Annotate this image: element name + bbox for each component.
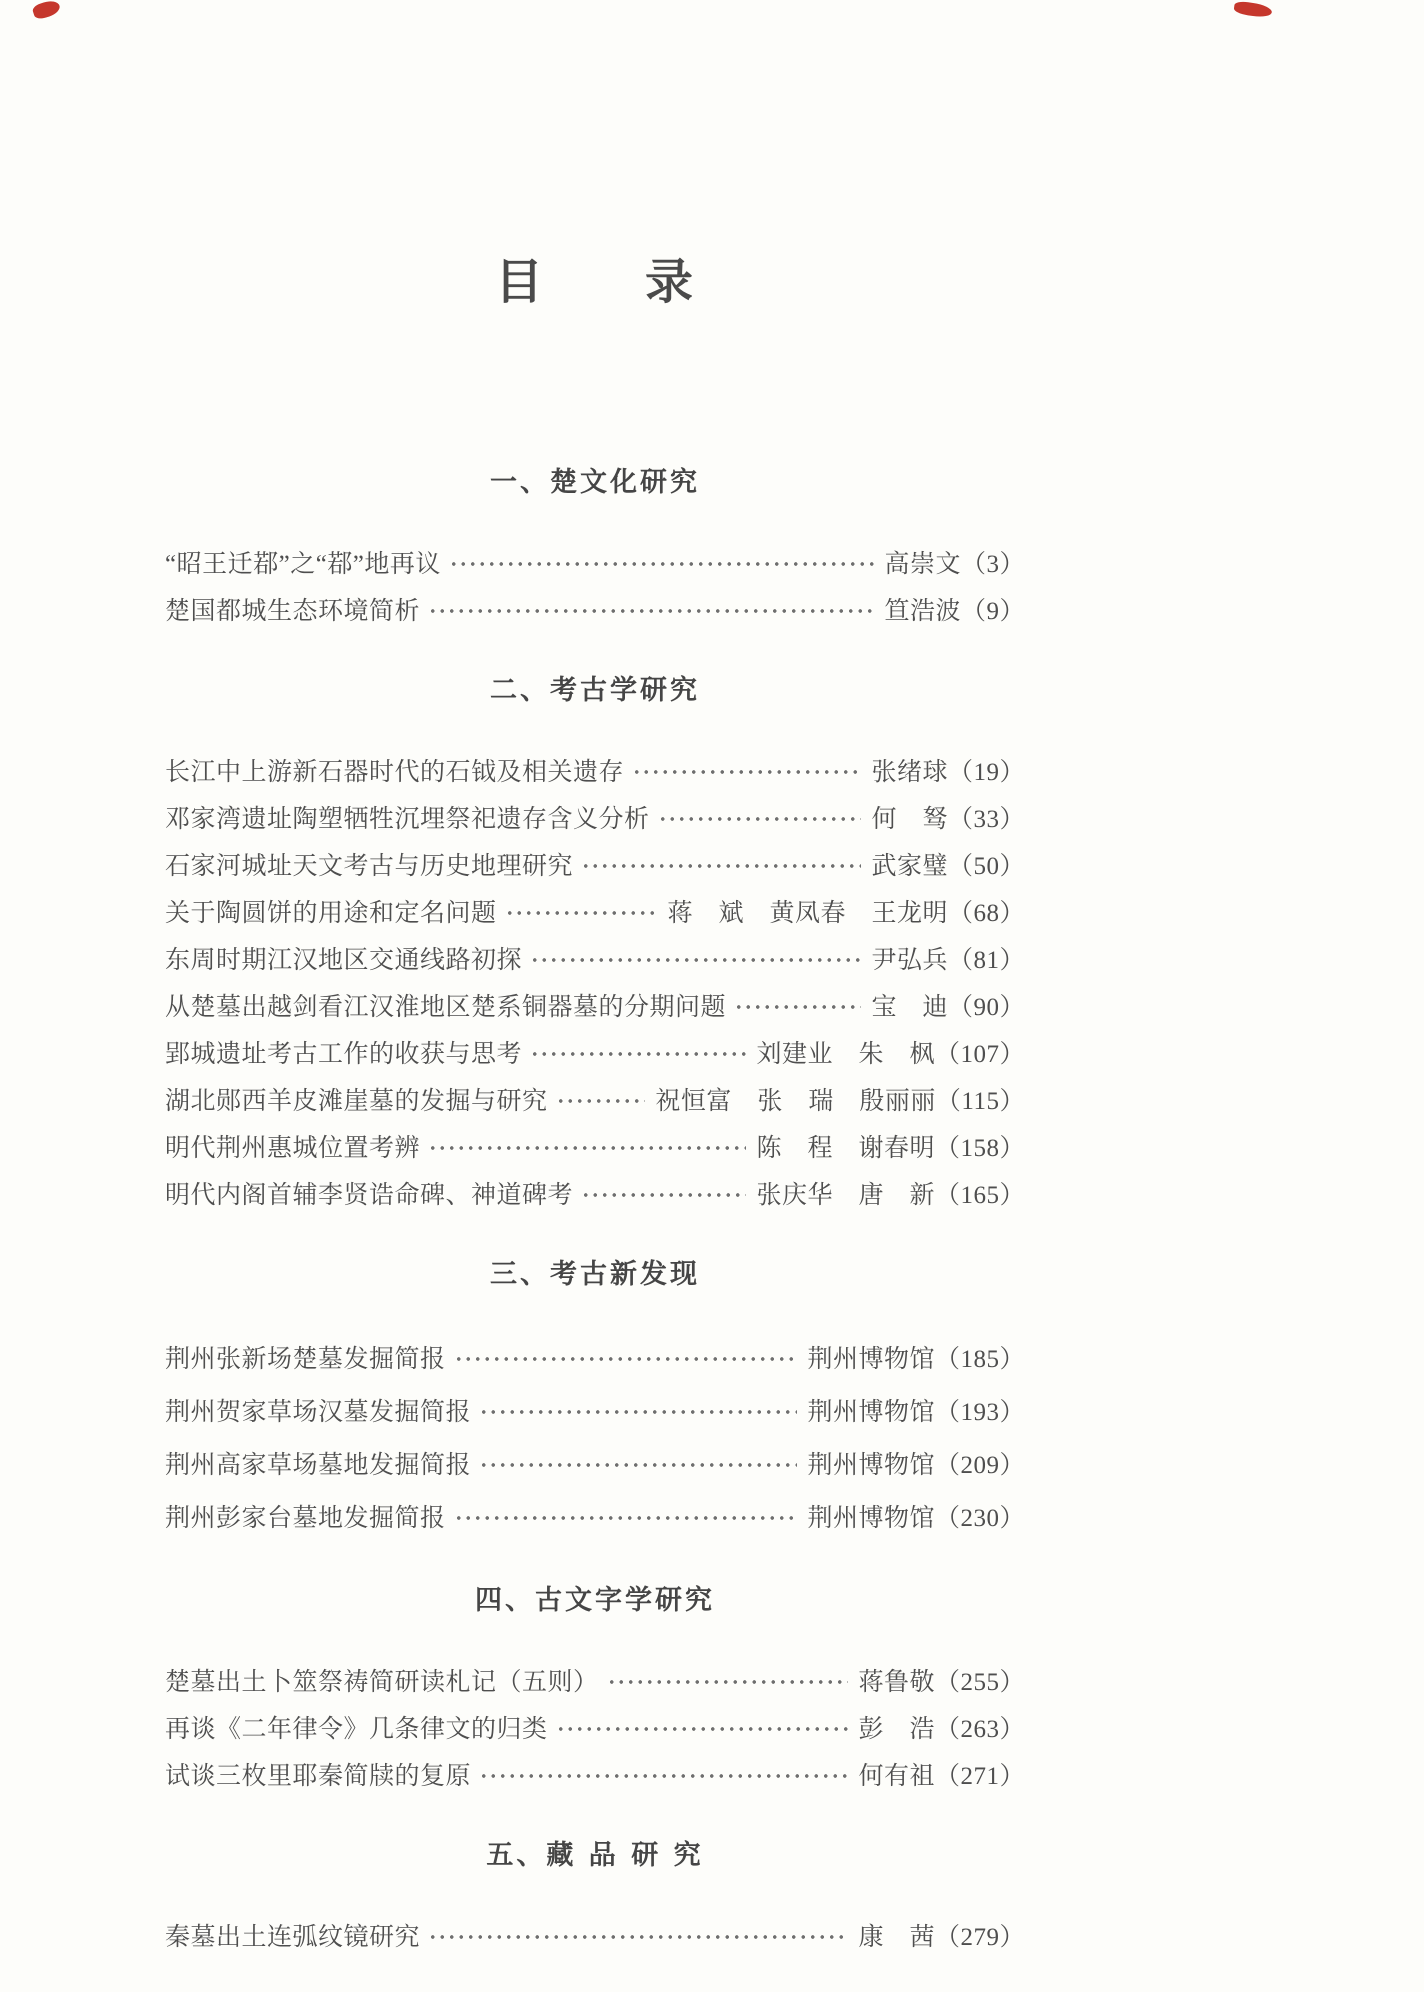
entry-authors: 何 驽 bbox=[871, 805, 948, 833]
dot-leader bbox=[530, 1028, 746, 1075]
entry-authors: 陈 程 谢春明 bbox=[756, 1134, 935, 1162]
toc-entry bbox=[165, 1330, 1025, 1383]
toc-entry bbox=[165, 887, 1025, 934]
toc-entry bbox=[165, 1028, 1025, 1075]
entry-page-number: （158） bbox=[934, 1134, 1025, 1162]
toc-entry bbox=[165, 1656, 1025, 1703]
dot-leader bbox=[479, 1383, 797, 1436]
entry-authors: 宝 迪 bbox=[871, 993, 948, 1021]
dot-leader bbox=[454, 1330, 798, 1383]
dot-leader bbox=[428, 1122, 746, 1169]
section-heading: 四、古文字学研究 bbox=[475, 1585, 715, 1616]
entry-title: 荆州张新场楚墓发掘简报 bbox=[165, 1345, 446, 1373]
entry-page-number: （255） bbox=[934, 1668, 1025, 1696]
entry-page-number: （107） bbox=[934, 1040, 1025, 1068]
entry-authors: 蒋鲁敬 bbox=[858, 1668, 935, 1696]
entry-page-number: （209） bbox=[934, 1451, 1025, 1479]
entry-page-number: （193） bbox=[934, 1398, 1025, 1426]
section-heading: 三、考古新发现 bbox=[490, 1259, 700, 1290]
toc-entry bbox=[165, 1383, 1025, 1436]
toc-entry bbox=[165, 585, 1025, 632]
entry-page-number: （9） bbox=[960, 597, 1025, 625]
entry-page-number: （185） bbox=[934, 1345, 1025, 1373]
entry-title: “昭王迁鄀”之“鄀”地再议 bbox=[165, 550, 441, 578]
entry-title: 关于陶圆饼的用途和定名问题 bbox=[165, 899, 497, 927]
entry-authors: 张绪球 bbox=[871, 758, 948, 786]
toc-entry bbox=[165, 1075, 1025, 1122]
dot-leader bbox=[556, 1703, 849, 1750]
toc-section bbox=[165, 1582, 1025, 1797]
entry-authors: 刘建业 朱 枫 bbox=[756, 1040, 935, 1068]
entry-page-number: （115） bbox=[935, 1087, 1025, 1115]
dot-leader bbox=[607, 1656, 849, 1703]
section-heading: 一、楚文化研究 bbox=[490, 467, 700, 498]
entry-authors: 尹弘兵 bbox=[871, 946, 948, 974]
entry-title: 郢城遗址考古工作的收获与思考 bbox=[165, 1040, 523, 1068]
toc-entry bbox=[165, 1169, 1025, 1216]
scan-artifact-red-left bbox=[31, 0, 61, 21]
entry-title: 长江中上游新石器时代的石钺及相关遗存 bbox=[165, 758, 625, 786]
section-heading: 五、藏 品 研 究 bbox=[486, 1840, 704, 1871]
toc-entry bbox=[165, 1436, 1025, 1489]
table-of-contents bbox=[165, 464, 1025, 1958]
entry-authors: 荆州博物馆 bbox=[807, 1504, 935, 1532]
toc-entry bbox=[165, 793, 1025, 840]
entry-page-number: （81） bbox=[947, 946, 1025, 974]
dot-leader bbox=[632, 746, 861, 793]
toc-entry bbox=[165, 1122, 1025, 1169]
entry-title: 邓家湾遗址陶塑牺牲沉埋祭祀遗存含义分析 bbox=[165, 805, 650, 833]
entry-authors: 武家璧 bbox=[871, 852, 948, 880]
toc-entry bbox=[165, 840, 1025, 887]
entry-authors: 笪浩波 bbox=[884, 597, 961, 625]
dot-leader bbox=[479, 1750, 848, 1797]
toc-entry bbox=[165, 538, 1025, 585]
dot-leader bbox=[734, 981, 861, 1028]
dot-leader bbox=[505, 887, 658, 934]
entry-title: 荆州高家草场墓地发掘简报 bbox=[165, 1451, 472, 1479]
dot-leader bbox=[428, 1911, 848, 1958]
entry-title: 明代荆州惠城位置考辨 bbox=[165, 1134, 421, 1162]
dot-leader bbox=[530, 934, 861, 981]
toc-entry bbox=[165, 1703, 1025, 1750]
entry-page-number: （3） bbox=[960, 550, 1025, 578]
entry-page-number: （165） bbox=[934, 1181, 1025, 1209]
entry-authors: 高崇文 bbox=[884, 550, 961, 578]
toc-entry bbox=[165, 1489, 1025, 1542]
entry-authors: 荆州博物馆 bbox=[807, 1398, 935, 1426]
entry-title: 楚墓出土卜筮祭祷简研读札记（五则） bbox=[165, 1668, 599, 1696]
entry-title: 明代内阁首辅李贤诰命碑、神道碑考 bbox=[165, 1181, 574, 1209]
dot-leader bbox=[581, 840, 861, 887]
toc-section bbox=[165, 1837, 1025, 1958]
dot-leader bbox=[658, 793, 862, 840]
entry-page-number: （271） bbox=[934, 1762, 1025, 1790]
entry-title: 石家河城址天文考古与历史地理研究 bbox=[165, 852, 574, 880]
toc-entry bbox=[165, 1911, 1025, 1958]
entry-title: 再谈《二年律令》几条律文的归类 bbox=[165, 1715, 548, 1743]
dot-leader bbox=[428, 585, 874, 632]
entry-title: 东周时期江汉地区交通线路初探 bbox=[165, 946, 523, 974]
entry-authors: 何有祖 bbox=[858, 1762, 935, 1790]
toc-entry bbox=[165, 934, 1025, 981]
page-title: 目 录 bbox=[494, 256, 695, 309]
entry-title: 试谈三枚里耶秦简牍的复原 bbox=[165, 1762, 472, 1790]
entry-title: 荆州彭家台墓地发掘简报 bbox=[165, 1504, 446, 1532]
entry-title: 从楚墓出越剑看江汉淮地区楚系铜器墓的分期问题 bbox=[165, 993, 727, 1021]
entry-page-number: （19） bbox=[947, 758, 1025, 786]
entry-authors: 康 茜 bbox=[858, 1923, 935, 1951]
toc-section bbox=[165, 1256, 1025, 1542]
entry-authors: 蒋 斌 黄凤春 王龙明 bbox=[667, 899, 948, 927]
entry-page-number: （33） bbox=[947, 805, 1025, 833]
dot-leader bbox=[581, 1169, 746, 1216]
entry-title: 湖北郧西羊皮滩崖墓的发掘与研究 bbox=[165, 1087, 548, 1115]
toc-entry bbox=[165, 746, 1025, 793]
entry-authors: 荆州博物馆 bbox=[807, 1451, 935, 1479]
entry-page-number: （230） bbox=[934, 1504, 1025, 1532]
entry-page-number: （90） bbox=[947, 993, 1025, 1021]
toc-entry bbox=[165, 1750, 1025, 1797]
entry-page-number: （279） bbox=[934, 1923, 1025, 1951]
dot-leader bbox=[449, 538, 875, 585]
entry-page-number: （68） bbox=[947, 899, 1025, 927]
entry-page-number: （263） bbox=[934, 1715, 1025, 1743]
toc-entry bbox=[165, 981, 1025, 1028]
section-heading: 二、考古学研究 bbox=[490, 675, 700, 706]
entry-title: 楚国都城生态环境简析 bbox=[165, 597, 421, 625]
toc-section bbox=[165, 464, 1025, 632]
dot-leader bbox=[479, 1436, 797, 1489]
entry-title: 荆州贺家草场汉墓发掘简报 bbox=[165, 1398, 472, 1426]
dot-leader bbox=[556, 1075, 646, 1122]
scan-artifact-red-right bbox=[1233, 0, 1272, 18]
entry-authors: 荆州博物馆 bbox=[807, 1345, 935, 1373]
entry-title: 秦墓出土连弧纹镜研究 bbox=[165, 1923, 421, 1951]
entry-authors: 祝恒富 张 瑞 殷丽丽 bbox=[655, 1087, 936, 1115]
toc-section bbox=[165, 672, 1025, 1216]
entry-page-number: （50） bbox=[947, 852, 1025, 880]
dot-leader bbox=[454, 1489, 798, 1542]
entry-authors: 彭 浩 bbox=[858, 1715, 935, 1743]
entry-authors: 张庆华 唐 新 bbox=[756, 1181, 935, 1209]
